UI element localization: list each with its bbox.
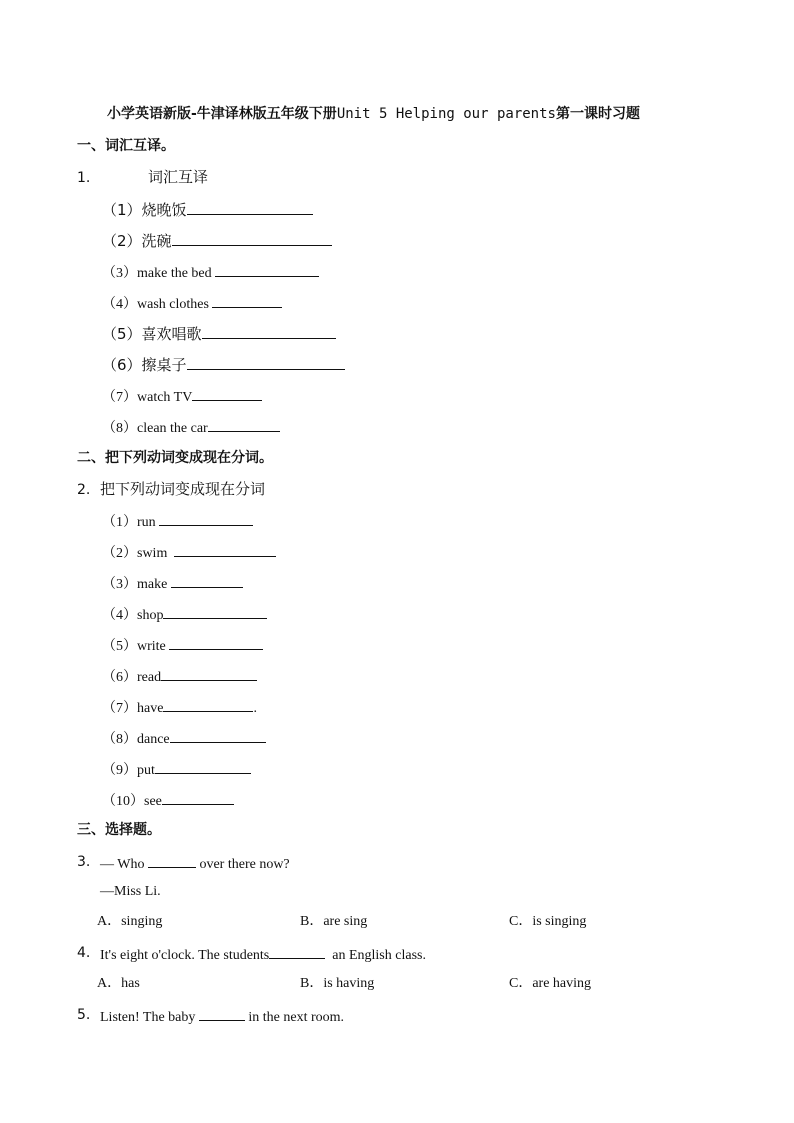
- question-3-text: — Who over there now?: [100, 857, 290, 872]
- question-5-text: Listen! The baby in the next room.: [100, 1010, 345, 1025]
- title-suffix: 第一课时习题: [555, 106, 640, 122]
- answer-blank[interactable]: [187, 202, 313, 215]
- question-3-answer: —Miss Li.: [100, 884, 161, 899]
- answer-blank[interactable]: [192, 388, 262, 401]
- q2-item-2: （2）swim: [102, 544, 276, 561]
- question-2-number: 2.: [77, 482, 91, 498]
- section-1-heading: 一、词汇互译。: [77, 138, 175, 154]
- q2-item-10: （10）see: [102, 792, 234, 809]
- answer-blank[interactable]: [174, 544, 276, 557]
- q3-option-c[interactable]: C．is singing: [509, 914, 587, 929]
- answer-blank[interactable]: [171, 575, 243, 588]
- q2-item-1: （1）run: [102, 513, 253, 530]
- answer-blank[interactable]: [163, 699, 253, 712]
- q3-option-b[interactable]: B．are sing: [300, 914, 368, 929]
- q2-item-7: （7）have .: [102, 701, 257, 716]
- answer-blank[interactable]: [199, 1008, 245, 1021]
- question-2-text: 把下列动词变成现在分词: [100, 480, 266, 498]
- q4-option-b[interactable]: B．is having: [300, 976, 375, 991]
- q2-item-6: （6）read: [102, 668, 257, 685]
- answer-blank[interactable]: [162, 792, 234, 805]
- answer-blank[interactable]: [148, 855, 196, 868]
- title-prefix: 小学英语新版-牛津译林版五年级下册: [107, 106, 337, 122]
- q1-item-4: （4）wash clothes: [102, 295, 282, 312]
- question-4-number: 4.: [77, 945, 91, 961]
- answer-blank[interactable]: [172, 233, 332, 246]
- q2-item-8: （8）dance: [102, 730, 266, 747]
- q2-item-9: （9）put: [102, 761, 251, 778]
- question-1-number: 1.: [77, 170, 91, 186]
- question-4-text: It's eight o'clock. The students an English class.: [100, 948, 426, 963]
- q2-item-4: （4）shop: [102, 606, 267, 623]
- answer-blank[interactable]: [170, 730, 266, 743]
- title-unit: Unit 5 Helping our parents: [336, 106, 556, 122]
- q1-item-8: （8）clean the car: [102, 419, 280, 436]
- answer-blank[interactable]: [215, 264, 319, 277]
- q1-item-7: （7）watch TV: [102, 388, 262, 405]
- q4-option-a[interactable]: A．has: [97, 976, 140, 991]
- q2-item-3: （3）make: [102, 575, 243, 592]
- page-title: [107, 107, 640, 121]
- answer-blank[interactable]: [187, 357, 345, 370]
- q1-item-6: （6）擦桌子: [102, 357, 345, 374]
- answer-blank[interactable]: [155, 761, 251, 774]
- q1-item-3: （3）make the bed: [102, 264, 319, 281]
- answer-blank[interactable]: [159, 513, 253, 526]
- q1-item-1: （1）烧晚饭: [102, 202, 313, 219]
- question-5-number: 5.: [77, 1007, 91, 1023]
- question-1-text: 词汇互译: [148, 168, 209, 186]
- q2-item-5: （5）write: [102, 637, 263, 654]
- q3-option-a[interactable]: A．singing: [97, 914, 163, 929]
- answer-blank[interactable]: [163, 606, 267, 619]
- q1-item-5: （5）喜欢唱歌: [102, 326, 336, 343]
- answer-blank[interactable]: [269, 946, 325, 959]
- answer-blank[interactable]: [212, 295, 282, 308]
- section-3-heading: 三、选择题。: [77, 822, 161, 838]
- q4-option-c[interactable]: C．are having: [509, 976, 592, 991]
- answer-blank[interactable]: [202, 326, 336, 339]
- answer-blank[interactable]: [208, 419, 280, 432]
- answer-blank[interactable]: [161, 668, 257, 681]
- question-3-number: 3.: [77, 854, 91, 870]
- section-2-heading: 二、把下列动词变成现在分词。: [77, 450, 273, 466]
- q1-item-2: （2）洗碗: [102, 233, 332, 250]
- answer-blank[interactable]: [169, 637, 263, 650]
